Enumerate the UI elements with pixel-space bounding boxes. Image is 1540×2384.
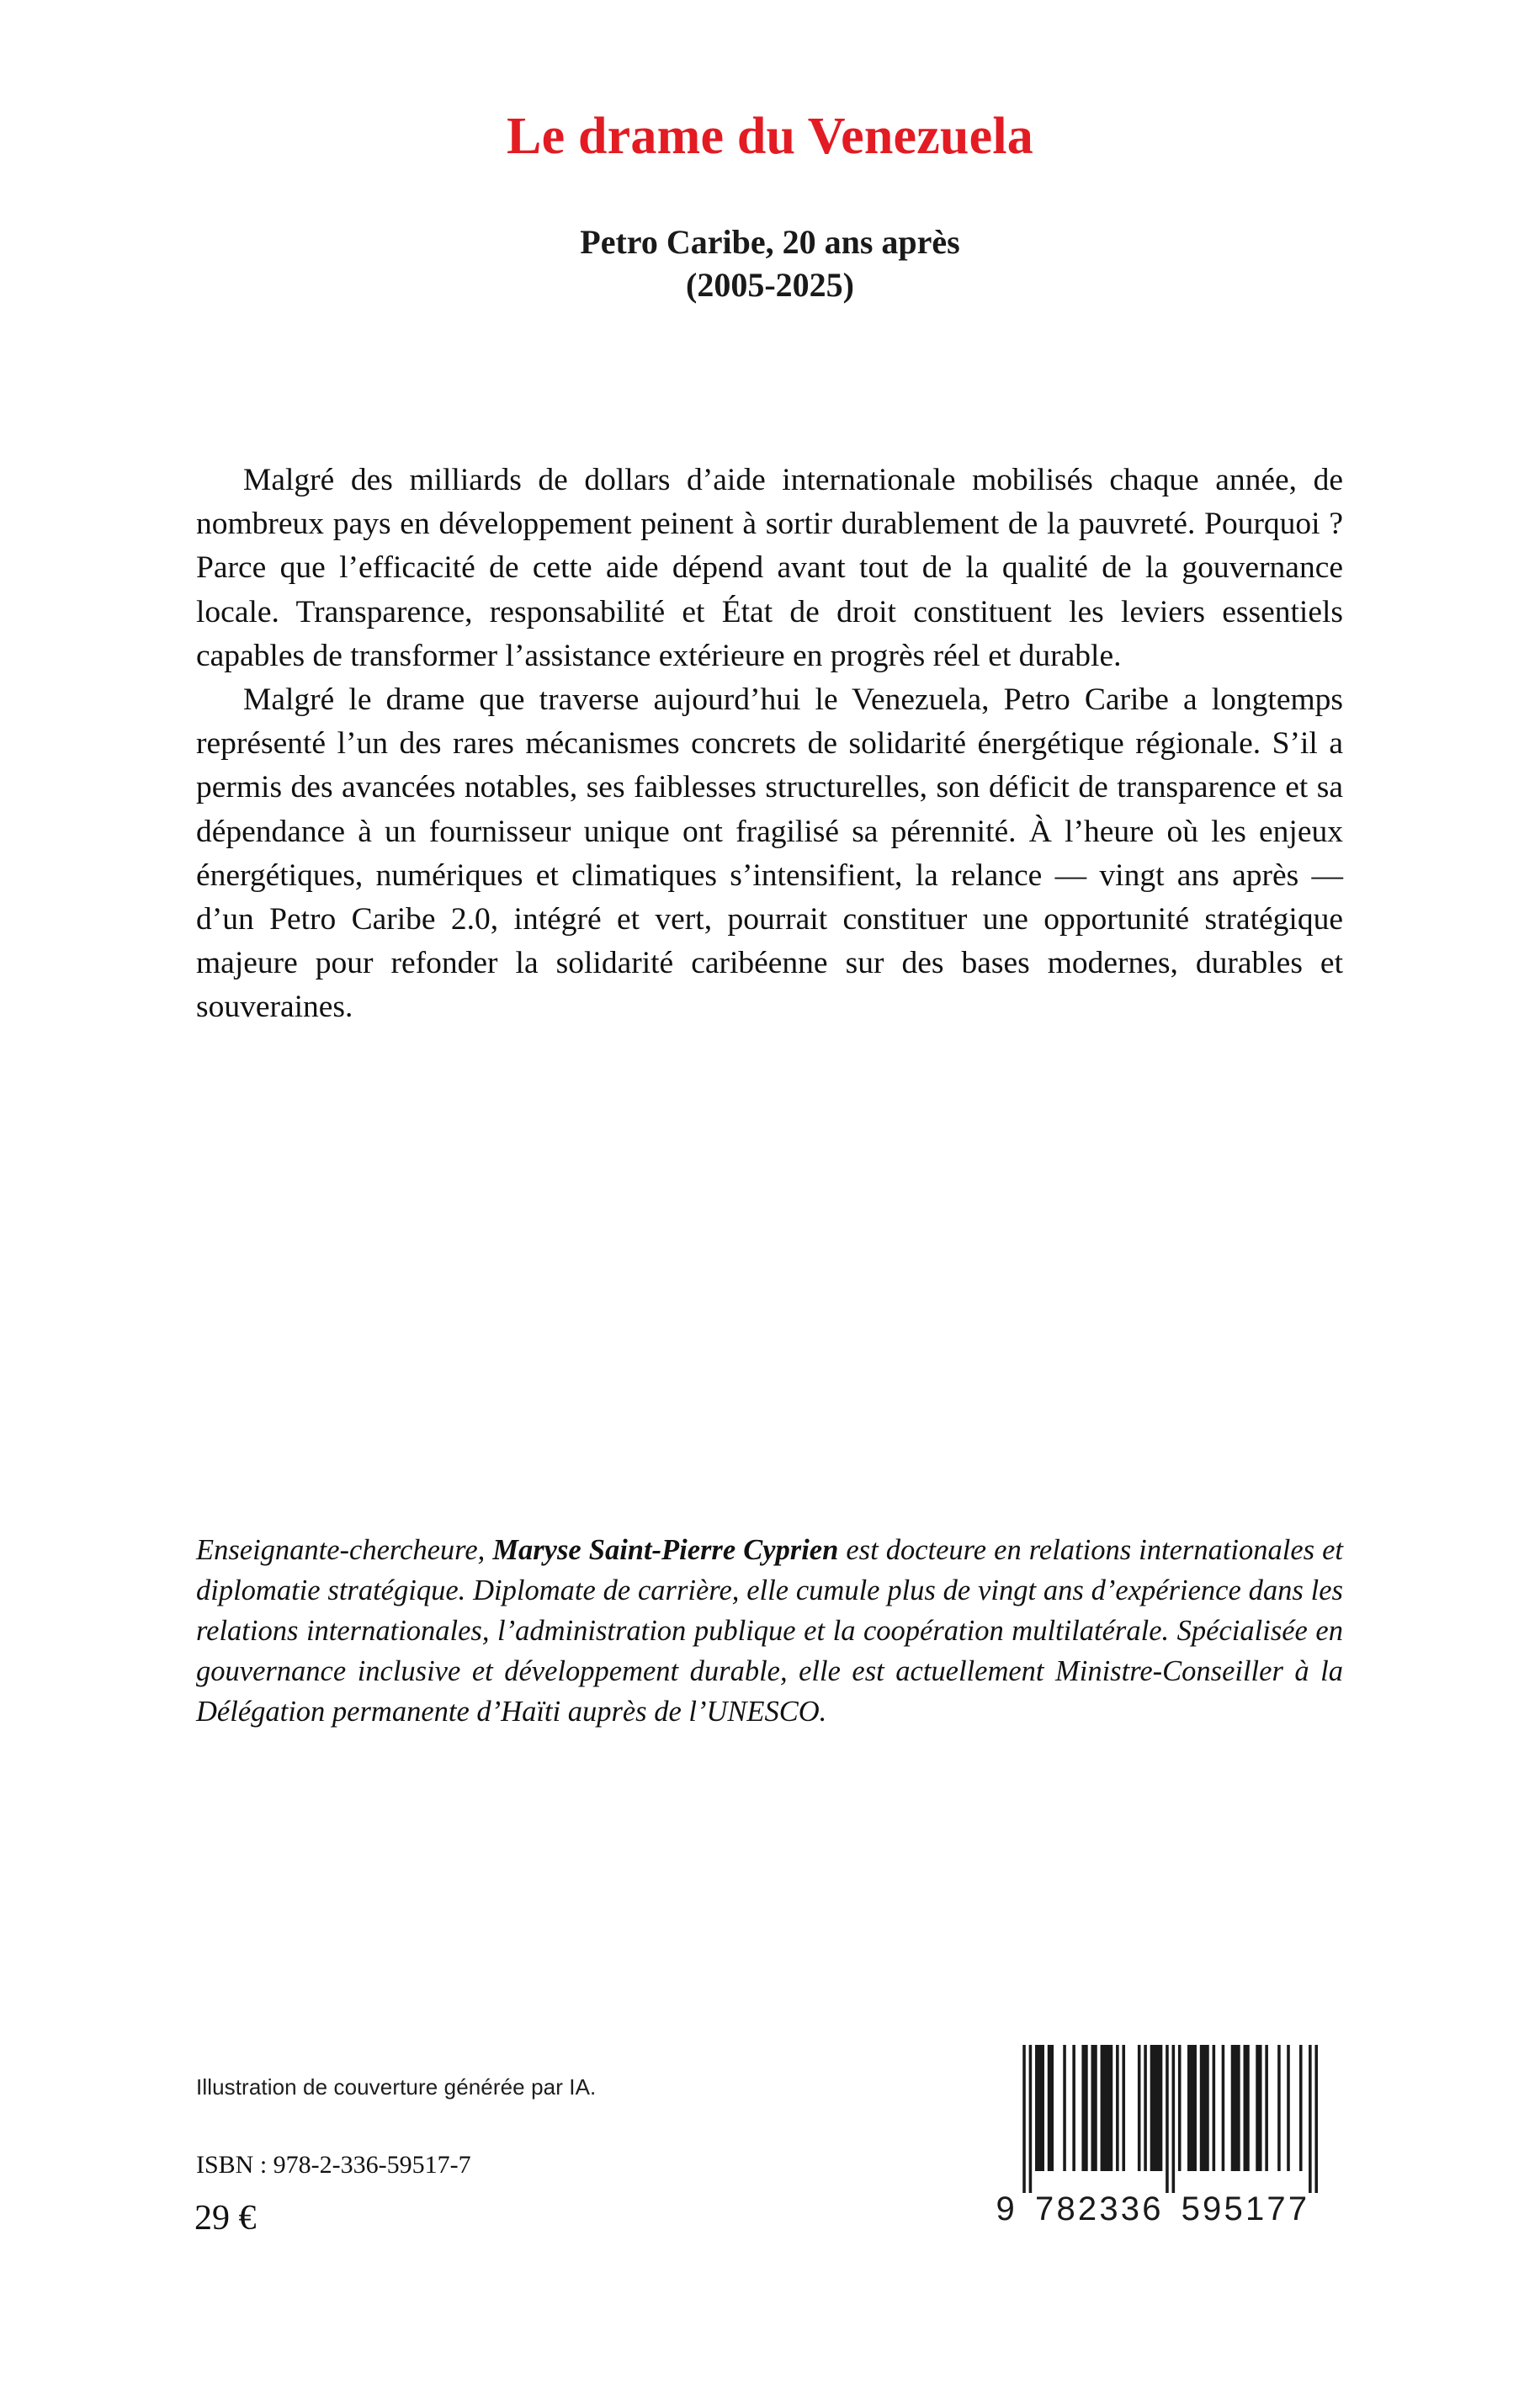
svg-text:595177: 595177 xyxy=(1181,2190,1310,2226)
isbn-label: ISBN : 978-2-336-59517-7 xyxy=(196,2151,471,2179)
author-bio xyxy=(196,1530,1343,1732)
book-subtitle-line-1: Petro Caribe, 20 ans après xyxy=(580,223,960,261)
blurb-paragraph-2: Malgré le drame que traverse aujourd’hui le Venezuela, Petro Caribe a longtemps représenté l’un des rares mécanismes concrets de solidarité énergétique régionale. S’il a permis des avancées notables, ses faiblesses structurelles, son déficit de transparence et sa dépendance à un fournisseur unique ont fragilisé sa pérennité. À l’heure où les enjeux énergétiques, numériques et climatiques s’intensifient, la relance — vingt ans après — d’un Petro Caribe 2.0, intégré et vert, pourrait constituer une opportunité stratégique majeure pour refonder la solidarité caribéenne sur des bases modernes, durables et souveraines. xyxy=(196,682,1343,1025)
blurb-text xyxy=(196,459,1343,1030)
title-block xyxy=(0,109,1540,164)
cover-illustration-credit: Illustration de couverture générée par IA. xyxy=(196,2074,597,2100)
bio-text-after-name: est docteure en relations internationales et diplomatie stratégique. Diplomate de carrière, elle cumule plus de vingt ans d’expérience dans les relations internationales, l’administration publique et la coopération multilatérale. Spécialisée en gouvernance inclusive et développement durable, elle est actuellement Ministre-Conseiller à la Délégation permanente d’Haïti auprès de l’UNESCO. xyxy=(196,1534,1344,1728)
barcode-svg xyxy=(995,2045,1340,2226)
page-title: Le drame du Venezuela xyxy=(507,108,1033,165)
svg-text:9: 9 xyxy=(996,2190,1017,2226)
ean13-barcode xyxy=(995,2045,1340,2226)
price-label: 29 € xyxy=(194,2199,257,2238)
subtitle-block xyxy=(0,220,1540,306)
svg-text:782336: 782336 xyxy=(1035,2190,1164,2226)
bio-text-before-name: Enseignante-chercheure, xyxy=(196,1534,493,1566)
author-name: Maryse Saint-Pierre Cyprien xyxy=(492,1534,839,1566)
book-subtitle-line-2: (2005-2025) xyxy=(686,266,854,305)
author-bio-paragraph xyxy=(196,1530,1343,1732)
blurb-paragraph-1: Malgré des milliards de dollars d’aide internationale mobilisés chaque année, de nombreux pays en développement peinent à sortir durablement de la pauvreté. Pourquoi ? Parce que l’efficacité de cette aide dépend avant tout de la qualité de la gouvernance locale. Transparence, responsabilité et État de droit constituent les leviers essentiels capables de transformer l’assistance extérieure en progrès réel et durable. xyxy=(196,463,1343,673)
